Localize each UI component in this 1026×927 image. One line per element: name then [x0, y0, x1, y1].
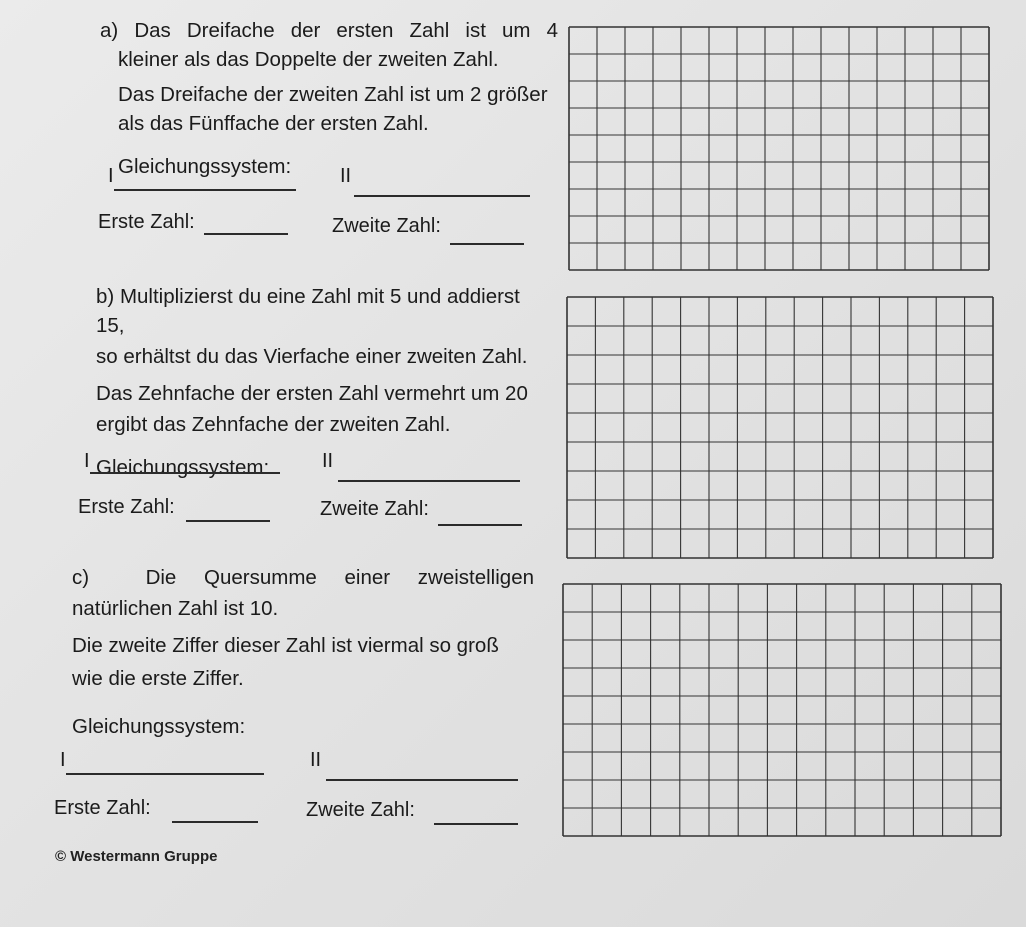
task-a-eq1-label: I [108, 165, 114, 187]
task-a-eq2-label: II [340, 165, 352, 187]
task-a-line-3: Das Dreifache der zweiten Zahl ist um 2 größer [118, 83, 548, 106]
task-c-eq2-label: II [310, 749, 322, 771]
task-c-grid [562, 583, 1014, 847]
task-c-equations [60, 749, 520, 793]
task-b-line-2: so erhältst du das Vierfache einer zweiten Zahl. [96, 345, 528, 368]
task-a-grid [568, 26, 992, 286]
task-a-text [100, 16, 558, 179]
task-b-second-field[interactable] [438, 524, 522, 526]
task-a-eq2-field[interactable] [354, 195, 530, 197]
task-b-second-label: Zweite Zahl: [320, 498, 429, 520]
task-b-line-1: b) Multiplizierst du eine Zahl mit 5 und addierst 15, [96, 285, 520, 337]
task-b-grid [566, 296, 1000, 568]
task-c-first-label: Erste Zahl: [54, 797, 151, 819]
task-c-line-4: wie die erste Ziffer. [72, 667, 244, 690]
task-a-second-field[interactable] [450, 243, 524, 245]
task-c-line-3: Die zweite Ziffer dieser Zahl ist viermal so groß [72, 634, 499, 657]
task-c-eq1-label: I [60, 749, 66, 771]
task-c-answers [54, 793, 520, 833]
task-a-eq1-field[interactable] [114, 189, 296, 191]
task-b-answers [78, 494, 534, 534]
task-a [0, 0, 1026, 290]
task-a-line-1: a) Das Dreifache der ersten Zahl ist um 4 [100, 19, 558, 42]
task-a-line-4: als das Fünffache der ersten Zahl. [118, 112, 429, 135]
task-a-answers [98, 209, 548, 249]
task-b-eq2-field[interactable] [338, 480, 520, 482]
task-b-line-4: ergibt das Zehnfache der zweiten Zahl. [96, 413, 451, 436]
task-a-line-2: kleiner als das Doppelte der zweiten Zahl. [118, 48, 499, 71]
task-b-first-field[interactable] [186, 520, 270, 522]
task-b-eq2-label: II [322, 450, 334, 472]
task-c-system-label: Gleichungssystem: [72, 715, 246, 738]
task-a-first-label: Erste Zahl: [98, 211, 195, 233]
task-a-first-field[interactable] [204, 233, 288, 235]
task-c-first-field[interactable] [172, 821, 258, 823]
task-b-equations [84, 450, 534, 494]
task-a-second-label: Zweite Zahl: [332, 215, 441, 237]
copyright-footer: © Westermann Gruppe [55, 848, 218, 865]
task-b-system-label: Gleichungssystem: [96, 456, 270, 479]
task-c [0, 555, 1026, 845]
task-c-eq1-field[interactable] [66, 773, 264, 775]
task-b-first-label: Erste Zahl: [78, 496, 175, 518]
task-c-second-label: Zweite Zahl: [306, 799, 415, 821]
task-b-eq1-field[interactable] [90, 472, 280, 474]
task-b [0, 268, 1026, 558]
task-c-second-field[interactable] [434, 823, 518, 825]
task-c-eq2-field[interactable] [326, 779, 518, 781]
task-b-line-3: Das Zehnfache der ersten Zahl vermehrt um 20 [96, 382, 528, 405]
task-a-system-label: Gleichungssystem: [118, 155, 292, 178]
task-a-equations [108, 165, 548, 209]
task-c-text [72, 563, 534, 739]
task-c-line-1: c) Die Quersumme einer zweistelligen [72, 566, 534, 589]
task-b-eq1-label: I [84, 450, 90, 472]
task-c-line-2: natürlichen Zahl ist 10. [72, 597, 279, 620]
